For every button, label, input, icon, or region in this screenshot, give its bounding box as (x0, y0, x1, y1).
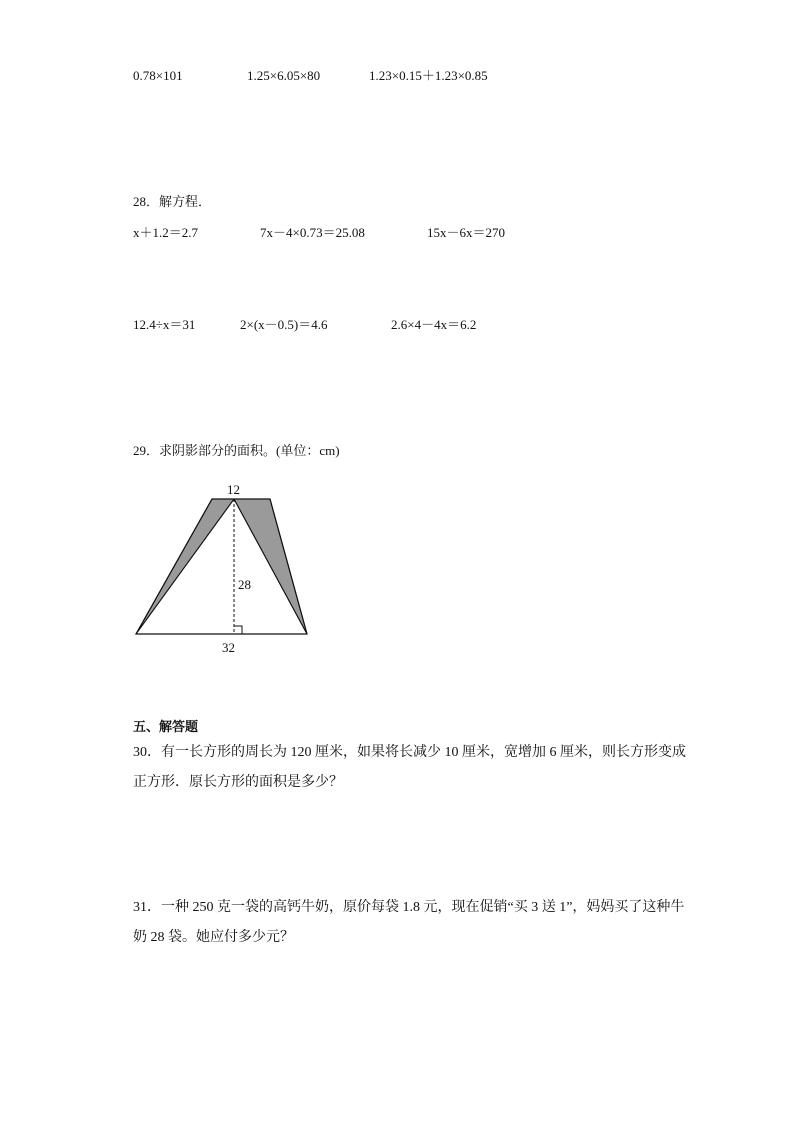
trapezoid-figure (120, 474, 330, 664)
equation-5: 2×(x－0.5)＝4.6 (240, 317, 328, 332)
section-heading: 五、解答题 (133, 719, 199, 734)
equation-2: 7x－4×0.73＝25.08 (260, 225, 365, 240)
expression-2: 1.25×6.05×80 (247, 68, 321, 83)
q29-title: 29．求阴影部分的面积。(单位：cm) (133, 443, 340, 458)
equation-3: 15x－6x＝270 (427, 225, 506, 240)
expression-3: 1.23×0.15＋1.23×0.85 (369, 68, 488, 83)
equation-6: 2.6×4－4x＝6.2 (391, 317, 477, 332)
q30-text: 30．有一长方形的周长为 120 厘米，如果将长减少 10 厘米，宽增加 6 厘米，则长方形变成正方形．原长方形的面积是多少？ (133, 745, 686, 790)
bottom-base-label: 32 (222, 640, 235, 655)
expression-1: 0.78×101 (133, 68, 183, 83)
right-angle-mark (234, 626, 242, 634)
height-label: 28 (238, 577, 251, 592)
equation-4: 12.4÷x＝31 (133, 317, 196, 332)
q28-title: 28．解方程． (133, 194, 212, 209)
equation-1: x＋1.2＝2.7 (133, 225, 199, 240)
triangle-left-side (136, 499, 234, 634)
top-base-label: 12 (227, 482, 240, 497)
q31-text: 31．一种 250 克一袋的高钙牛奶，原价每袋 1.8 元，现在促销“买 3 送 1”，妈妈买了这种牛奶 28 袋。她应付多少元？ (133, 900, 685, 945)
